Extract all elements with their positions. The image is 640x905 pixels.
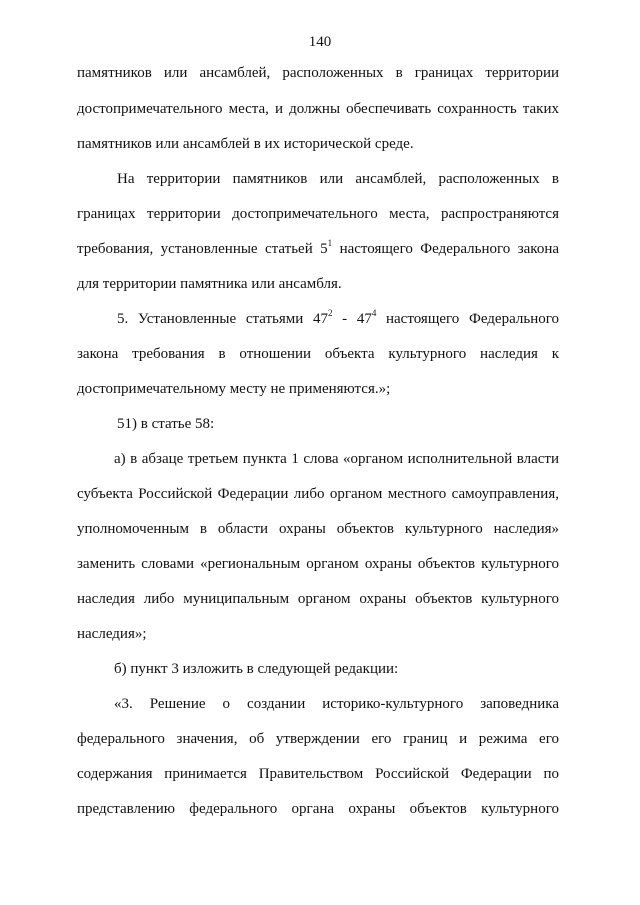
- superscript-2: 2: [327, 308, 333, 318]
- text-line-6-part-2: настоящего Федерального закона: [332, 241, 559, 257]
- page-number: 140: [308, 34, 332, 50]
- text-line-8-part-1: 5. Установленные статьями 47: [117, 311, 328, 327]
- text-line-8: [117, 310, 559, 328]
- text-line-2: достопримечательного места, и должны обеспечивать сохранность таких: [77, 101, 559, 117]
- text-line-22: представлению федерального органа охраны объектов культурного: [77, 801, 559, 817]
- text-line-14: уполномоченным в области охраны объектов культурного наследия»: [77, 521, 559, 537]
- text-line-21: содержания принимается Правительством Российской Федерации по: [77, 766, 559, 782]
- text-line-7: для территории памятника или ансамбля.: [77, 276, 342, 292]
- text-line-3: памятников или ансамблей в их исторической среде.: [77, 136, 414, 152]
- text-line-1: памятников или ансамблей, расположенных в границах территории: [77, 65, 559, 81]
- text-line-12: а) в абзаце третьем пункта 1 слова «органом исполнительной власти: [114, 451, 559, 467]
- text-line-19: «3. Решение о создании историко-культурного заповедника: [114, 696, 559, 712]
- text-line-10: достопримечательному месту не применяются.»;: [77, 381, 391, 397]
- text-line-6: [77, 240, 559, 258]
- text-line-11: 51) в статье 58:: [117, 416, 215, 432]
- text-line-9: закона требования в отношении объекта культурного наследия к: [77, 346, 559, 362]
- text-line-17: наследия»;: [77, 626, 147, 642]
- superscript-1: 1: [327, 238, 333, 248]
- text-line-5: границах территории достопримечательного места, распространяются: [77, 206, 559, 222]
- superscript-3: 4: [371, 308, 377, 318]
- text-line-16: наследия либо муниципальным органом охраны объектов культурного: [77, 591, 559, 607]
- text-line-6-part-1: требования, установленные статьей 5: [77, 241, 328, 257]
- text-line-18: б) пункт 3 изложить в следующей редакции:: [114, 661, 399, 677]
- text-line-20: федерального значения, об утверждении его границ и режима его: [77, 731, 559, 747]
- text-line-15: заменить словами «региональным органом охраны объектов культурного: [77, 556, 559, 572]
- text-line-4: На территории памятников или ансамблей, расположенных в: [117, 171, 559, 187]
- text-line-8-part-2: - 47: [332, 311, 372, 327]
- text-line-8-part-3: настоящего Федерального: [376, 311, 559, 327]
- text-line-13: субъекта Российской Федерации либо органом местного самоуправления,: [77, 486, 559, 502]
